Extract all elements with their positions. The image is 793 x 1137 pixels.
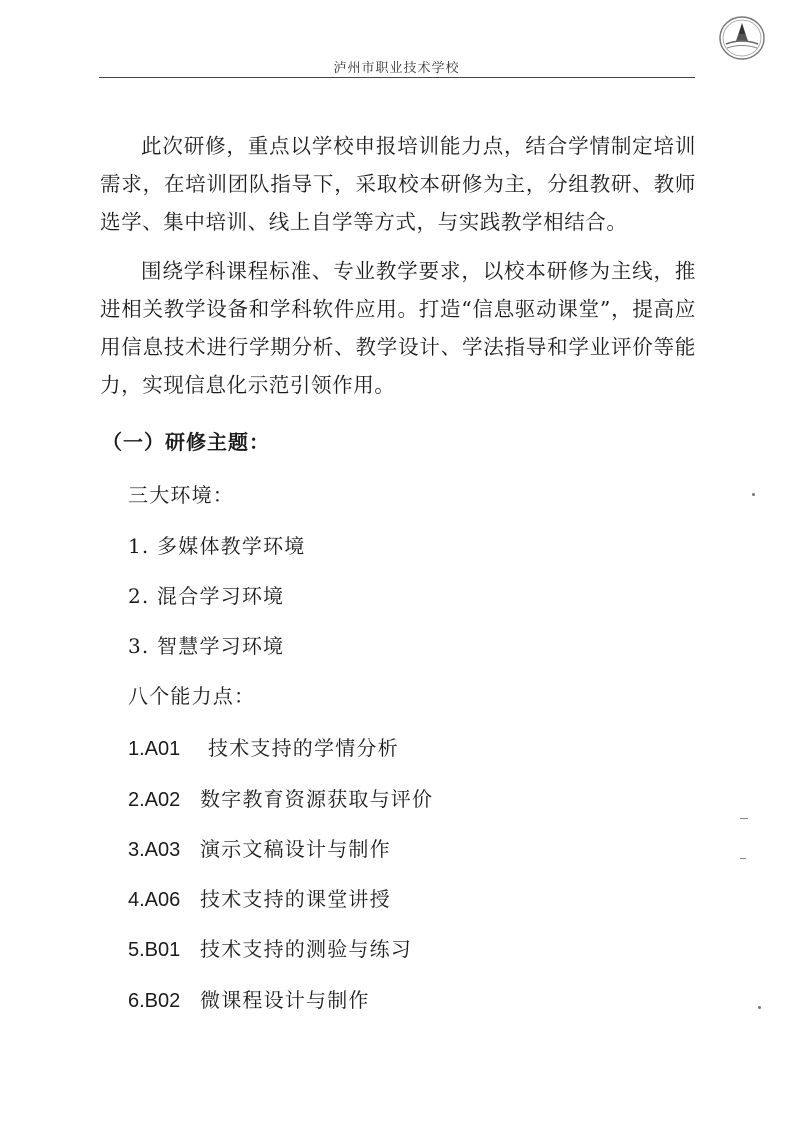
environments-label: 三大环境：	[128, 483, 234, 507]
scan-speck	[752, 493, 755, 496]
ability-text: 技术支持的课堂讲授	[200, 887, 391, 911]
ability-code: 2.A02	[128, 789, 181, 811]
ability-item	[128, 784, 433, 815]
ability-code: 5.B01	[128, 939, 181, 961]
scan-mark	[740, 818, 748, 819]
ability-item	[128, 985, 370, 1016]
ability-item	[128, 834, 391, 865]
scan-speck	[758, 1006, 761, 1009]
ability-code: 1.A01	[128, 738, 181, 760]
ability-code: 6.B02	[128, 990, 181, 1012]
header-divider	[99, 77, 695, 78]
ability-text: 技术支持的学情分析	[208, 736, 399, 760]
ability-item	[128, 884, 391, 915]
ability-code: 3.A03	[128, 839, 181, 861]
environment-item: 1. 多媒体教学环境	[128, 534, 306, 558]
ability-text: 数字教育资源获取与评价	[200, 787, 434, 811]
ability-item	[128, 934, 412, 965]
ability-code: 4.A06	[128, 889, 181, 911]
school-emblem-icon	[718, 14, 766, 62]
school-name: 泸州市职业技术学校	[333, 61, 460, 76]
environment-item: 2. 混合学习环境	[128, 584, 285, 608]
focus-paragraph: 围绕学科课程标准、专业教学要求，以校本研修为主线，推进相关教学设备和学科软件应用。打造“信息驱动课堂”，提高应用信息技术进行学期分析、教学设计、学法指导和学业评价等能力，实现信息化示范引领作用。	[100, 259, 696, 397]
abilities-label: 八个能力点：	[128, 684, 256, 708]
scan-mark	[740, 858, 746, 859]
ability-text: 演示文稿设计与制作	[200, 837, 391, 861]
environment-item: 3. 智慧学习环境	[128, 634, 285, 658]
ability-item	[128, 733, 399, 764]
intro-paragraph: 此次研修，重点以学校申报培训能力点，结合学情制定培训需求，在培训团队指导下，采取校本研修为主，分组教研、教师选学、集中培训、线上自学等方式，与实践教学相结合。	[100, 134, 696, 234]
section-heading: （一）研修主题：	[102, 430, 270, 454]
ability-text: 技术支持的测验与练习	[200, 937, 412, 961]
ability-text: 微课程设计与制作	[200, 988, 370, 1012]
